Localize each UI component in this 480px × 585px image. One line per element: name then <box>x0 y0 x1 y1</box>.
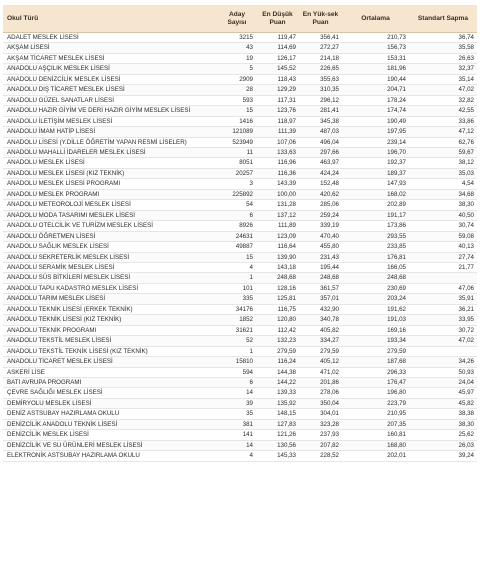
candidate-count-cell: 11 <box>218 147 256 157</box>
max-score-cell: 323,28 <box>299 419 342 429</box>
candidate-count-cell: 225892 <box>218 189 256 199</box>
school-type-cell: BATI AVRUPA PROGRAMI <box>3 377 218 387</box>
min-score-cell: 135,92 <box>256 398 299 408</box>
max-score-cell: 231,43 <box>299 252 342 262</box>
average-cell: 196,80 <box>342 388 409 398</box>
max-score-cell: 463,97 <box>299 158 342 168</box>
std-dev-cell: 30,72 <box>409 325 477 335</box>
candidate-count-cell: 54 <box>218 200 256 210</box>
min-score-cell: 107,06 <box>256 137 299 147</box>
std-dev-cell: 47,06 <box>409 283 477 293</box>
table-row <box>3 242 477 252</box>
table-row <box>3 388 477 398</box>
std-dev-cell: 38,38 <box>409 409 477 419</box>
std-dev-cell <box>409 346 477 356</box>
header-max-score: En Yük-sek Puan <box>299 5 342 33</box>
average-cell: 223,79 <box>342 398 409 408</box>
min-score-cell: 118,43 <box>256 74 299 84</box>
candidate-count-cell: 2909 <box>218 74 256 84</box>
header-school-type: Okul Türü <box>3 5 218 33</box>
candidate-count-cell: 381 <box>218 419 256 429</box>
min-score-cell: 279,59 <box>256 346 299 356</box>
max-score-cell: 296,12 <box>299 95 342 105</box>
max-score-cell: 310,35 <box>299 85 342 95</box>
max-score-cell: 350,04 <box>299 398 342 408</box>
table-row <box>3 221 477 231</box>
school-type-cell: ANADOLU TEKNİK PROGRAMI <box>3 325 218 335</box>
std-dev-cell: 27,74 <box>409 252 477 262</box>
school-type-cell: ANADOLU TAPU KADASTRO MESLEK LİSESİ <box>3 283 218 293</box>
max-score-cell: 339,19 <box>299 221 342 231</box>
candidate-count-cell: 3 <box>218 179 256 189</box>
average-cell: 279,59 <box>342 346 409 356</box>
school-type-cell: ELEKTRONİK ASTSUBAY HAZIRLAMA OKULU <box>3 451 218 461</box>
school-type-cell: ANADOLU TEKNİK LİSESİ (KIZ TEKNİK) <box>3 315 218 325</box>
school-type-cell: AKŞAM TİCARET MESLEK LİSESİ <box>3 53 218 63</box>
max-score-cell: 361,57 <box>299 283 342 293</box>
header-std-dev: Standart Sapma <box>409 5 477 33</box>
std-dev-cell: 40,13 <box>409 242 477 252</box>
table-row <box>3 168 477 178</box>
candidate-count-cell: 15 <box>218 106 256 116</box>
std-dev-cell: 59,08 <box>409 231 477 241</box>
candidate-count-cell: 20257 <box>218 168 256 178</box>
header-average: Ortalama <box>342 5 409 33</box>
school-type-cell: ANADOLU SERAMİK MESLEK LİSESİ <box>3 262 218 272</box>
std-dev-cell: 39,24 <box>409 451 477 461</box>
min-score-cell: 116,24 <box>256 357 299 367</box>
average-cell: 166,05 <box>342 262 409 272</box>
average-cell: 160,81 <box>342 430 409 440</box>
table-row <box>3 158 477 168</box>
min-score-cell: 117,31 <box>256 95 299 105</box>
candidate-count-cell: 43 <box>218 43 256 53</box>
min-score-cell: 116,96 <box>256 158 299 168</box>
candidate-count-cell: 5 <box>218 64 256 74</box>
results-table-container <box>3 5 477 462</box>
std-dev-cell: 59,67 <box>409 147 477 157</box>
candidate-count-cell: 3215 <box>218 33 256 43</box>
school-type-cell: ANADOLU TEKSTİL MESLEK LİSESİ <box>3 336 218 346</box>
std-dev-cell: 33,86 <box>409 116 477 126</box>
std-dev-cell: 38,12 <box>409 158 477 168</box>
min-score-cell: 112,42 <box>256 325 299 335</box>
candidate-count-cell: 14 <box>218 388 256 398</box>
candidate-count-cell: 1852 <box>218 315 256 325</box>
table-row <box>3 85 477 95</box>
max-score-cell: 195,44 <box>299 262 342 272</box>
candidate-count-cell: 335 <box>218 294 256 304</box>
std-dev-cell: 35,03 <box>409 168 477 178</box>
std-dev-cell: 25,62 <box>409 430 477 440</box>
table-row <box>3 262 477 272</box>
average-cell: 202,01 <box>342 451 409 461</box>
std-dev-cell: 4,54 <box>409 179 477 189</box>
max-score-cell: 487,03 <box>299 127 342 137</box>
min-score-cell: 130,56 <box>256 440 299 450</box>
school-type-cell: ANADOLU MESLEK LİSESİ (KIZ TEKNİK) <box>3 168 218 178</box>
std-dev-cell: 47,12 <box>409 127 477 137</box>
average-cell: 193,34 <box>342 336 409 346</box>
average-cell: 210,73 <box>342 33 409 43</box>
max-score-cell: 214,18 <box>299 53 342 63</box>
candidate-count-cell: 523949 <box>218 137 256 147</box>
average-cell: 192,37 <box>342 158 409 168</box>
min-score-cell: 144,38 <box>256 367 299 377</box>
average-cell: 153,31 <box>342 53 409 63</box>
results-table <box>3 5 477 462</box>
candidate-count-cell: 594 <box>218 367 256 377</box>
average-cell: 296,33 <box>342 367 409 377</box>
average-cell: 207,35 <box>342 419 409 429</box>
average-cell: 239,14 <box>342 137 409 147</box>
table-row <box>3 398 477 408</box>
std-dev-cell: 35,58 <box>409 43 477 53</box>
std-dev-cell: 45,97 <box>409 388 477 398</box>
table-row <box>3 53 477 63</box>
candidate-count-cell: 14 <box>218 440 256 450</box>
min-score-cell: 137,12 <box>256 210 299 220</box>
min-score-cell: 100,00 <box>256 189 299 199</box>
std-dev-cell: 40,50 <box>409 210 477 220</box>
candidate-count-cell: 35 <box>218 409 256 419</box>
school-type-cell: AKŞAM LİSESİ <box>3 43 218 53</box>
max-score-cell: 207,82 <box>299 440 342 450</box>
max-score-cell: 272,27 <box>299 43 342 53</box>
school-type-cell: ANADOLU SAĞLIK MESLEK LİSESİ <box>3 242 218 252</box>
std-dev-cell: 33,95 <box>409 315 477 325</box>
candidate-count-cell: 15810 <box>218 357 256 367</box>
average-cell: 187,68 <box>342 357 409 367</box>
std-dev-cell: 32,37 <box>409 64 477 74</box>
candidate-count-cell: 39 <box>218 398 256 408</box>
max-score-cell: 228,52 <box>299 451 342 461</box>
average-cell: 248,68 <box>342 273 409 283</box>
candidate-count-cell: 1 <box>218 346 256 356</box>
average-cell: 176,47 <box>342 377 409 387</box>
average-cell: 156,73 <box>342 43 409 53</box>
max-score-cell: 237,93 <box>299 430 342 440</box>
max-score-cell: 405,82 <box>299 325 342 335</box>
table-row <box>3 64 477 74</box>
std-dev-cell: 50,93 <box>409 367 477 377</box>
max-score-cell: 285,06 <box>299 200 342 210</box>
candidate-count-cell: 121089 <box>218 127 256 137</box>
candidate-count-cell: 24631 <box>218 231 256 241</box>
table-row <box>3 419 477 429</box>
max-score-cell: 340,78 <box>299 315 342 325</box>
std-dev-cell: 35,14 <box>409 74 477 84</box>
average-cell: 210,95 <box>342 409 409 419</box>
min-score-cell: 121,26 <box>256 430 299 440</box>
min-score-cell: 145,33 <box>256 451 299 461</box>
school-type-cell: ANADOLU METEOROLOJİ MESLEK LİSESİ <box>3 200 218 210</box>
max-score-cell: 226,65 <box>299 64 342 74</box>
max-score-cell: 420,62 <box>299 189 342 199</box>
std-dev-cell: 38,30 <box>409 200 477 210</box>
std-dev-cell: 42,55 <box>409 106 477 116</box>
table-row <box>3 367 477 377</box>
min-score-cell: 118,97 <box>256 116 299 126</box>
table-row <box>3 357 477 367</box>
table-row <box>3 273 477 283</box>
std-dev-cell: 45,82 <box>409 398 477 408</box>
min-score-cell: 119,47 <box>256 33 299 43</box>
max-score-cell: 279,59 <box>299 346 342 356</box>
table-row <box>3 315 477 325</box>
min-score-cell: 116,64 <box>256 242 299 252</box>
school-type-cell: ANADOLU ÖĞRETMEN LİSESİ <box>3 231 218 241</box>
min-score-cell: 126,17 <box>256 53 299 63</box>
min-score-cell: 144,22 <box>256 377 299 387</box>
school-type-cell: ANADOLU SEKRETERLİK MESLEK LİSESİ <box>3 252 218 262</box>
school-type-cell: ADALET MESLEK LİSESİ <box>3 33 218 43</box>
min-score-cell: 123,76 <box>256 106 299 116</box>
average-cell: 197,95 <box>342 127 409 137</box>
max-score-cell: 152,48 <box>299 179 342 189</box>
school-type-cell: ANADOLU MESLEK LİSESİ PROGRAMI <box>3 179 218 189</box>
school-type-cell: DEMİRYOLU MESLEK LİSESİ <box>3 398 218 408</box>
average-cell: 190,44 <box>342 74 409 84</box>
max-score-cell: 201,86 <box>299 377 342 387</box>
candidate-count-cell: 4 <box>218 262 256 272</box>
average-cell: 204,71 <box>342 85 409 95</box>
max-score-cell: 357,01 <box>299 294 342 304</box>
average-cell: 178,24 <box>342 95 409 105</box>
max-score-cell: 278,06 <box>299 388 342 398</box>
average-cell: 189,37 <box>342 168 409 178</box>
average-cell: 190,49 <box>342 116 409 126</box>
average-cell: 196,70 <box>342 147 409 157</box>
max-score-cell: 304,01 <box>299 409 342 419</box>
table-row <box>3 325 477 335</box>
average-cell: 168,02 <box>342 189 409 199</box>
table-row <box>3 74 477 84</box>
school-type-cell: ANADOLU DENİZCİLİK MESLEK LİSESİ <box>3 74 218 84</box>
max-score-cell: 259,24 <box>299 210 342 220</box>
table-row <box>3 43 477 53</box>
std-dev-cell: 36,74 <box>409 33 477 43</box>
school-type-cell: ANADOLU DIŞ TİCARET MESLEK LİSESİ <box>3 85 218 95</box>
school-type-cell: DENİZCİLİK MESLEK LİSESİ <box>3 430 218 440</box>
min-score-cell: 143,39 <box>256 179 299 189</box>
max-score-cell: 345,38 <box>299 116 342 126</box>
min-score-cell: 127,83 <box>256 419 299 429</box>
min-score-cell: 125,81 <box>256 294 299 304</box>
school-type-cell: ANADOLU AŞÇILIK MESLEK LİSESİ <box>3 64 218 74</box>
table-row <box>3 430 477 440</box>
max-score-cell: 355,63 <box>299 74 342 84</box>
candidate-count-cell: 1416 <box>218 116 256 126</box>
table-row <box>3 231 477 241</box>
table-row <box>3 137 477 147</box>
table-row <box>3 95 477 105</box>
std-dev-cell: 35,91 <box>409 294 477 304</box>
table-row <box>3 147 477 157</box>
std-dev-cell: 26,63 <box>409 53 477 63</box>
school-type-cell: ANADOLU OTELCİLİK VE TURİZM MESLEK LİSESİ <box>3 221 218 231</box>
school-type-cell: ANADOLU SÜS BİTKİLERİ MESLEK LİSESİ <box>3 273 218 283</box>
min-score-cell: 131,28 <box>256 200 299 210</box>
average-cell: 173,86 <box>342 221 409 231</box>
std-dev-cell: 47,02 <box>409 85 477 95</box>
candidate-count-cell: 101 <box>218 283 256 293</box>
std-dev-cell: 26,03 <box>409 440 477 450</box>
table-row <box>3 451 477 461</box>
average-cell: 168,80 <box>342 440 409 450</box>
table-row <box>3 346 477 356</box>
max-score-cell: 334,27 <box>299 336 342 346</box>
average-cell: 293,55 <box>342 231 409 241</box>
min-score-cell: 133,63 <box>256 147 299 157</box>
average-cell: 191,62 <box>342 304 409 314</box>
school-type-cell: ANADOLU TARIM MESLEK LİSESİ <box>3 294 218 304</box>
school-type-cell: ANADOLU MESLEK PROGRAMI <box>3 189 218 199</box>
header-min-score: En Düşük Puan <box>256 5 299 33</box>
std-dev-cell: 34,26 <box>409 357 477 367</box>
candidate-count-cell: 31621 <box>218 325 256 335</box>
max-score-cell: 496,04 <box>299 137 342 147</box>
table-row <box>3 33 477 43</box>
table-row <box>3 116 477 126</box>
max-score-cell: 281,41 <box>299 106 342 116</box>
std-dev-cell: 36,21 <box>409 304 477 314</box>
school-type-cell: ANADOLU TİCARET MESLEK LİSESİ <box>3 357 218 367</box>
table-row <box>3 189 477 199</box>
school-type-cell: ÇEVRE SAĞLIĞI MESLEK LİSESİ <box>3 388 218 398</box>
school-type-cell: ANADOLU GÜZEL SANATLAR LİSESİ <box>3 95 218 105</box>
table-row <box>3 127 477 137</box>
max-score-cell: 248,68 <box>299 273 342 283</box>
max-score-cell: 405,12 <box>299 357 342 367</box>
min-score-cell: 248,68 <box>256 273 299 283</box>
school-type-cell: ANADOLU LİSESİ (Y.DİLLE ÖĞRETİM YAPAN RESMİ LİSELER) <box>3 137 218 147</box>
min-score-cell: 116,75 <box>256 304 299 314</box>
min-score-cell: 148,15 <box>256 409 299 419</box>
max-score-cell: 297,66 <box>299 147 342 157</box>
candidate-count-cell: 141 <box>218 430 256 440</box>
std-dev-cell: 30,74 <box>409 221 477 231</box>
table-row <box>3 440 477 450</box>
school-type-cell: DENİZ ASTSUBAY HAZIRLAMA OKULU <box>3 409 218 419</box>
average-cell: 174,74 <box>342 106 409 116</box>
table-row <box>3 106 477 116</box>
school-type-cell: ANADOLU İLETİŞİM MESLEK LİSESİ <box>3 116 218 126</box>
average-cell: 191,03 <box>342 315 409 325</box>
max-score-cell: 432,90 <box>299 304 342 314</box>
school-type-cell: DENİZCİLİK ANADOLU TEKNİK LİSESİ <box>3 419 218 429</box>
table-row <box>3 304 477 314</box>
average-cell: 203,24 <box>342 294 409 304</box>
min-score-cell: 132,23 <box>256 336 299 346</box>
table-row <box>3 200 477 210</box>
candidate-count-cell: 4 <box>218 451 256 461</box>
candidate-count-cell: 1 <box>218 273 256 283</box>
table-header-row <box>3 5 477 33</box>
average-cell: 176,81 <box>342 252 409 262</box>
average-cell: 169,16 <box>342 325 409 335</box>
table-row <box>3 336 477 346</box>
school-type-cell: ANADOLU MAHALLİ İDARELER MESLEK LİSESİ <box>3 147 218 157</box>
max-score-cell: 356,41 <box>299 33 342 43</box>
min-score-cell: 145,52 <box>256 64 299 74</box>
std-dev-cell: 24,04 <box>409 377 477 387</box>
std-dev-cell <box>409 273 477 283</box>
candidate-count-cell: 6 <box>218 377 256 387</box>
min-score-cell: 139,90 <box>256 252 299 262</box>
candidate-count-cell: 52 <box>218 336 256 346</box>
average-cell: 181,96 <box>342 64 409 74</box>
table-row <box>3 210 477 220</box>
min-score-cell: 111,39 <box>256 127 299 137</box>
candidate-count-cell: 593 <box>218 95 256 105</box>
school-type-cell: ANADOLU MODA TASARIMI MESLEK LİSESİ <box>3 210 218 220</box>
candidate-count-cell: 34176 <box>218 304 256 314</box>
table-row <box>3 252 477 262</box>
std-dev-cell: 62,76 <box>409 137 477 147</box>
candidate-count-cell: 28 <box>218 85 256 95</box>
table-body <box>3 33 477 462</box>
min-score-cell: 139,33 <box>256 388 299 398</box>
school-type-cell: ANADOLU MESLEK LİSESİ <box>3 158 218 168</box>
average-cell: 233,85 <box>342 242 409 252</box>
min-score-cell: 120,80 <box>256 315 299 325</box>
candidate-count-cell: 6 <box>218 210 256 220</box>
table-row <box>3 409 477 419</box>
min-score-cell: 111,89 <box>256 221 299 231</box>
average-cell: 191,17 <box>342 210 409 220</box>
max-score-cell: 471,02 <box>299 367 342 377</box>
std-dev-cell: 21,77 <box>409 262 477 272</box>
candidate-count-cell: 8926 <box>218 221 256 231</box>
header-candidate-count: Aday Sayısı <box>218 5 256 33</box>
school-type-cell: ASKERİ LİSE <box>3 367 218 377</box>
min-score-cell: 123,09 <box>256 231 299 241</box>
school-type-cell: ANADOLU TEKNİK LİSESİ (ERKEK TEKNİK) <box>3 304 218 314</box>
average-cell: 202,89 <box>342 200 409 210</box>
max-score-cell: 470,40 <box>299 231 342 241</box>
candidate-count-cell: 19 <box>218 53 256 63</box>
table-row <box>3 283 477 293</box>
average-cell: 147,93 <box>342 179 409 189</box>
candidate-count-cell: 49887 <box>218 242 256 252</box>
school-type-cell: ANADOLU İMAM HATİP LİSESİ <box>3 127 218 137</box>
max-score-cell: 455,80 <box>299 242 342 252</box>
candidate-count-cell: 8051 <box>218 158 256 168</box>
table-row <box>3 179 477 189</box>
average-cell: 230,69 <box>342 283 409 293</box>
std-dev-cell: 34,68 <box>409 189 477 199</box>
school-type-cell: DENİZCİLİK VE SU ÜRÜNLERİ MESLEK LİSESİ <box>3 440 218 450</box>
school-type-cell: ANADOLU TEKSTİL TEKNİK LİSESİ (KIZ TEKNİK) <box>3 346 218 356</box>
school-type-cell: ANADOLU HAZIR GİYİM VE DERİ HAZIR GİYİM MESLEK LİSESİ <box>3 106 218 116</box>
table-row <box>3 377 477 387</box>
std-dev-cell: 38,30 <box>409 419 477 429</box>
table-row <box>3 294 477 304</box>
min-score-cell: 129,29 <box>256 85 299 95</box>
std-dev-cell: 47,02 <box>409 336 477 346</box>
min-score-cell: 116,36 <box>256 168 299 178</box>
min-score-cell: 128,16 <box>256 283 299 293</box>
min-score-cell: 143,18 <box>256 262 299 272</box>
min-score-cell: 114,69 <box>256 43 299 53</box>
max-score-cell: 424,24 <box>299 168 342 178</box>
candidate-count-cell: 15 <box>218 252 256 262</box>
std-dev-cell: 32,82 <box>409 95 477 105</box>
